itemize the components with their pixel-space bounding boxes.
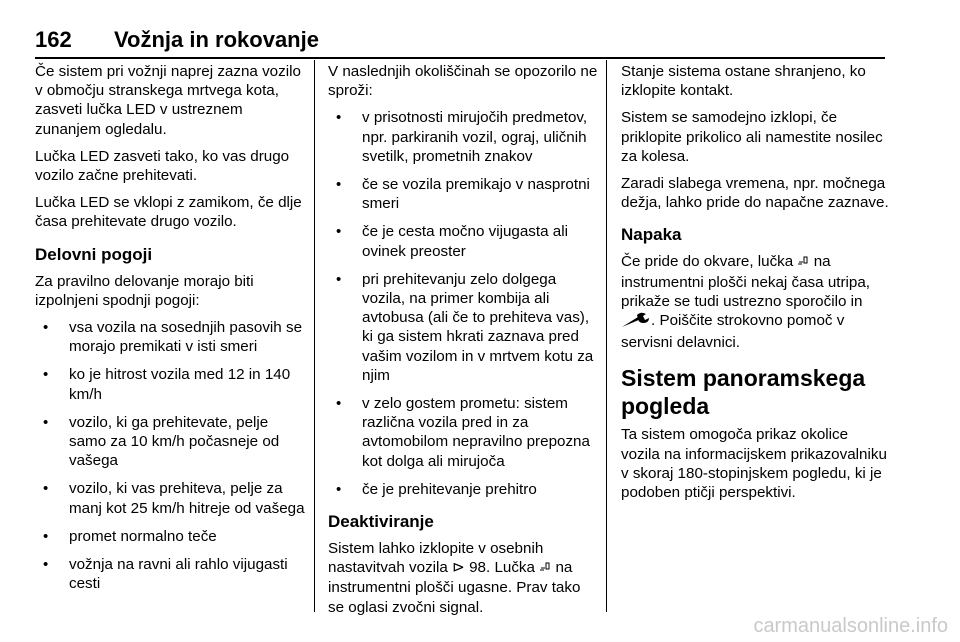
paragraph: Ta sistem omogoča prikaz okolice vozila na informacijskem prikazovalniku v skoraj 180-stopinjskem pogledu, ki je podoben ptičji perspektivi. bbox=[621, 426, 887, 502]
paragraph: Lučka LED zasveti tako, ko vas drugo vozilo začne prehitevati. bbox=[35, 147, 290, 185]
page-ref-link[interactable]: 98 bbox=[469, 559, 486, 577]
paragraph bbox=[328, 539, 598, 617]
paragraph: V naslednjih okoliščinah se opozorilo ne sproži: bbox=[328, 63, 598, 100]
watermark: carmanualsonline.info bbox=[753, 615, 948, 637]
list-item: • vozilo, ki vas prehiteva, pelje za manj kot 25 km/h hitreje od vašega bbox=[35, 479, 305, 517]
list-item: • če se vozila premikajo v nasprotni smeri bbox=[328, 175, 598, 213]
paragraph bbox=[621, 252, 891, 352]
section-heading-conditions: Delovni pogoji bbox=[35, 244, 153, 264]
text-fragment: Sistem lahko izklopite v osebnih nastavitvah vozila bbox=[328, 540, 544, 577]
side-blind-spot-alert-icon bbox=[539, 559, 551, 578]
column-3 bbox=[621, 62, 891, 510]
section-heading-panoramic: Sistem panoramskega pogleda bbox=[621, 365, 866, 420]
text-fragment: Če pride do okvare, lučka bbox=[621, 253, 794, 271]
section-heading-fault: Napaka bbox=[621, 225, 682, 245]
list-item: • v prisotnosti mirujočih predmetov, npr. parkiranih vozil, ograj, uličnih svetilk, prometnih znakov bbox=[328, 108, 598, 166]
text-fragment: na instrumentni plošči nekaj časa utripa, prikaže se tudi ustrezno sporočilo in bbox=[621, 253, 871, 310]
wrench-icon bbox=[621, 312, 651, 333]
paragraph: Zaradi slabega vremena, npr. močnega dežja, lahko pride do napačne zaznave. bbox=[621, 175, 889, 212]
paragraph: Sistem se samodejno izklopi, če priklopite prikolico ali namestite nosilec za kolesa. bbox=[621, 109, 883, 165]
list-item: • v zelo gostem prometu: sistem različna vozila pred in za avtomobilom nepravilno prepozna kot dolga ali mirujoča bbox=[328, 394, 598, 471]
list-item: • vsa vozila na sosednjih pasovih se morajo premikati v isti smeri bbox=[35, 318, 305, 356]
page-number: 162 bbox=[35, 27, 72, 52]
list-item: • promet normalno teče bbox=[35, 527, 305, 546]
side-blind-spot-alert-icon bbox=[797, 253, 809, 272]
list-item: • pri prehitevanju zelo dolgega vozila, na primer kombija ali avtobusa (ali če to prehiteva vas), ki ga sistem hkrati zaznava pred vašim vozilom in v mrtvem kotu za njim bbox=[328, 270, 598, 385]
page-header bbox=[35, 26, 885, 54]
column-divider-1 bbox=[314, 60, 315, 612]
list-item: • če je prehitevanje prehitro bbox=[328, 480, 598, 499]
list-item: • ko je hitrost vozila med 12 in 140 km/h bbox=[35, 365, 305, 403]
header-rule bbox=[35, 57, 885, 59]
exceptions-list bbox=[328, 108, 598, 499]
list-item: • če je cesta močno vijugasta ali ovinek preoster bbox=[328, 222, 598, 260]
paragraph: Če sistem pri vožnji naprej zazna vozilo v območju stranskega mrtvega kota, zasveti lučka LED v ustreznem zunanjem ogledalu. bbox=[35, 63, 301, 138]
list-item: • vožnja na ravni ali rahlo vijugasti cesti bbox=[35, 555, 305, 593]
paragraph: Stanje sistema ostane shranjeno, ko izklopite kontakt. bbox=[621, 63, 866, 100]
list-item: • vozilo, ki ga prehitevate, pelje samo za 10 km/h počasneje od vašega bbox=[35, 413, 305, 471]
paragraph: Za pravilno delovanje morajo biti izpolnjeni spodnji pogoji: bbox=[35, 272, 254, 309]
column-2 bbox=[328, 62, 598, 625]
text-fragment: . Lučka bbox=[486, 559, 535, 577]
conditions-list bbox=[35, 318, 305, 593]
column-1 bbox=[35, 62, 305, 602]
section-heading-deactivate: Deaktiviranje bbox=[328, 512, 434, 532]
page-title: Vožnja in rokovanje bbox=[114, 27, 319, 52]
paragraph: Lučka LED se vklopi z zamikom, če dlje časa prehitevate drugo vozilo. bbox=[35, 194, 302, 231]
text-fragment: na instrumentni plošči ugasne. Prav tako se oglasi zvočni signal. bbox=[328, 559, 581, 616]
page-ref-arrow: ⊳ bbox=[452, 559, 465, 577]
column-divider-2 bbox=[606, 60, 607, 612]
text-fragment: . Poiščite strokovno pomoč v servisni delavnici. bbox=[621, 312, 845, 352]
